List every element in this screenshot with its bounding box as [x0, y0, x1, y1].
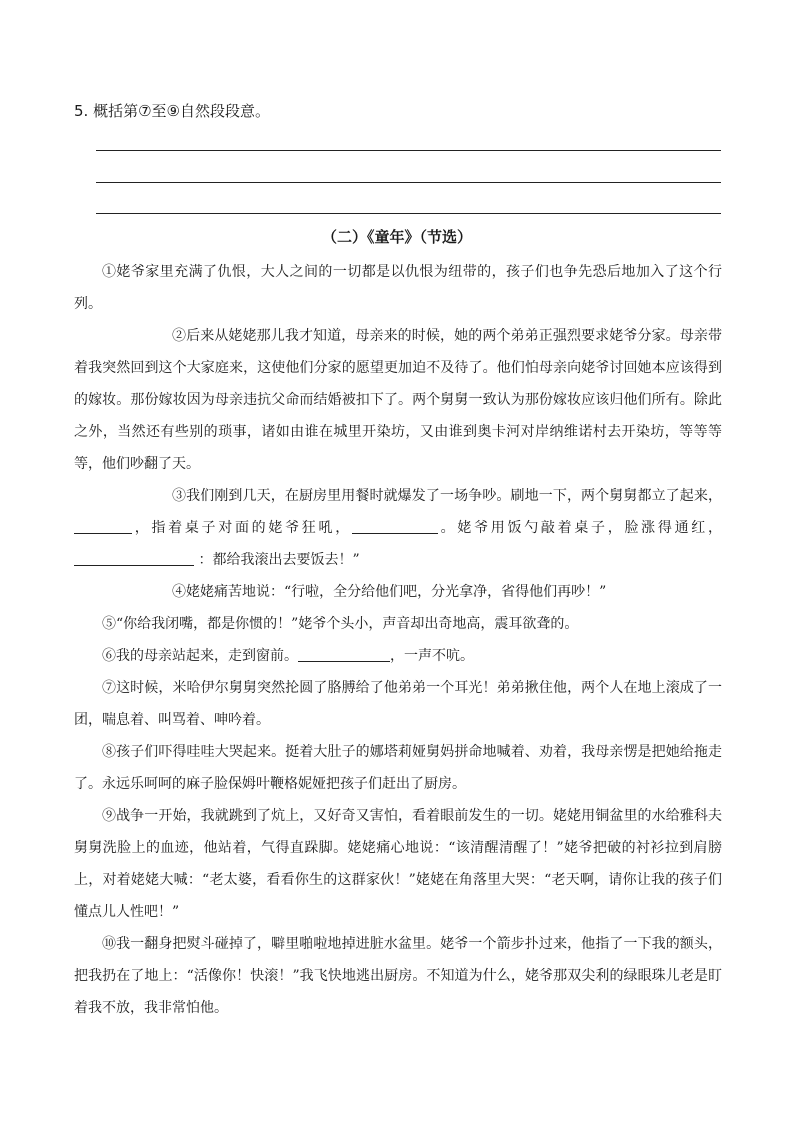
- paragraph-3-text-d: ：都给我滚出去要饭去！”: [198, 552, 360, 568]
- answer-line-3[interactable]: [96, 213, 721, 214]
- paragraph-2: ②后来从姥姥那儿我才知道，母亲来的时候，她的两个弟弟正强烈要求姥爷分家。母亲带着我突然回到这个大家庭来，这使他们分家的愿望更加迫不及待了。他们怕母亲向姥爷讨回她本应该得到的嫁妆。那份嫁妆因为母亲违抗父命而结婚被扣下了。两个舅舅一致认为那份嫁妆应该归他们所有。除此之外，当然还有些别的琐事，诸如由谁在城里开染坊，又由谁到奥卡河对岸纳维诺村去开染坊，等等等等，他们吵翻了天。: [74, 328, 722, 472]
- question-5: 5. 概括第⑦至⑨自然段段意。: [74, 102, 270, 120]
- fill-blank-1[interactable]: [74, 519, 132, 534]
- paragraph-6-text-b: ，一声不吭。: [390, 648, 474, 664]
- paragraph-3-text-c: 。姥爷用饭勺敲着桌子，脸涨得通红，: [437, 520, 723, 536]
- paragraph-6: [74, 640, 722, 672]
- paragraph-5: ⑤“你给我闭嘴，都是你惯的！”姥爷个头小，声音却出奇地高，震耳欲聋的。: [102, 616, 579, 632]
- paragraph-10: ⑩我一翻身把熨斗碰掉了，噼里啪啦地掉进脏水盆里。姥爷一个箭步扑过来，他指了一下我的额头，把我扔在了地上：“活像你！快滚！”我飞快地逃出厨房。不知道为什么，姥爷那双尖利的绿眼珠儿老是盯着我不放，我非常怕他。: [74, 936, 722, 1016]
- paragraph-3-text-a: ③我们刚到几天，在厨房里用餐时就爆发了一场争吵。刷地一下，两个舅舅都立了起来，: [172, 488, 722, 504]
- reading-passage: [74, 256, 722, 1024]
- fill-blank-2[interactable]: [352, 519, 438, 534]
- answer-line-1[interactable]: [96, 150, 721, 151]
- paragraph-3: [74, 480, 722, 576]
- paragraph-1: ①姥爷家里充满了仇恨，大人之间的一切都是以仇恨为纽带的，孩子们也争先恐后地加入了这个行列。: [74, 264, 722, 312]
- paragraph-8: ⑧孩子们吓得哇哇大哭起来。挺着大肚子的娜塔莉娅舅妈拼命地喊着、劝着，我母亲愣是把她给拖走了。永远乐呵呵的麻子脸保姆叶鞭格妮娅把孩子们赶出了厨房。: [74, 744, 722, 792]
- fill-blank-3[interactable]: [74, 551, 194, 566]
- section-title: （二）《童年》（节选）: [321, 228, 472, 246]
- paragraph-9: ⑨战争一开始，我就跳到了炕上，又好奇又害怕，看着眼前发生的一切。姥姥用铜盆里的水给雅科夫舅舅洗脸上的血迹，他站着，气得直跺脚。姥姥痛心地说：“该清醒清醒了！”姥爷把破的衬衫拉到肩膀上，对着姥姥大喊：“老太婆，看看你生的这群家伙！”姥姥在角落里大哭：“老天啊，请你让我的孩子们懂点儿人性吧！”: [74, 808, 722, 920]
- answer-line-2[interactable]: [96, 182, 721, 183]
- fill-blank-4[interactable]: [298, 647, 390, 662]
- paragraph-6-text-a: ⑥我的母亲站起来，走到窗前。: [102, 648, 298, 664]
- paragraph-3-text-b: ，指着桌子对面的姥爷狂吼，: [132, 520, 352, 536]
- paragraph-7: ⑦这时候，米哈伊尔舅舅突然抡圆了胳膊给了他弟弟一个耳光！弟弟揪住他，两个人在地上滚成了一团，喘息着、叫骂着、呻吟着。: [74, 680, 722, 728]
- paragraph-4: ④姥姥痛苦地说：“行啦，全分给他们吧，分光拿净，省得他们再吵！”: [172, 584, 607, 600]
